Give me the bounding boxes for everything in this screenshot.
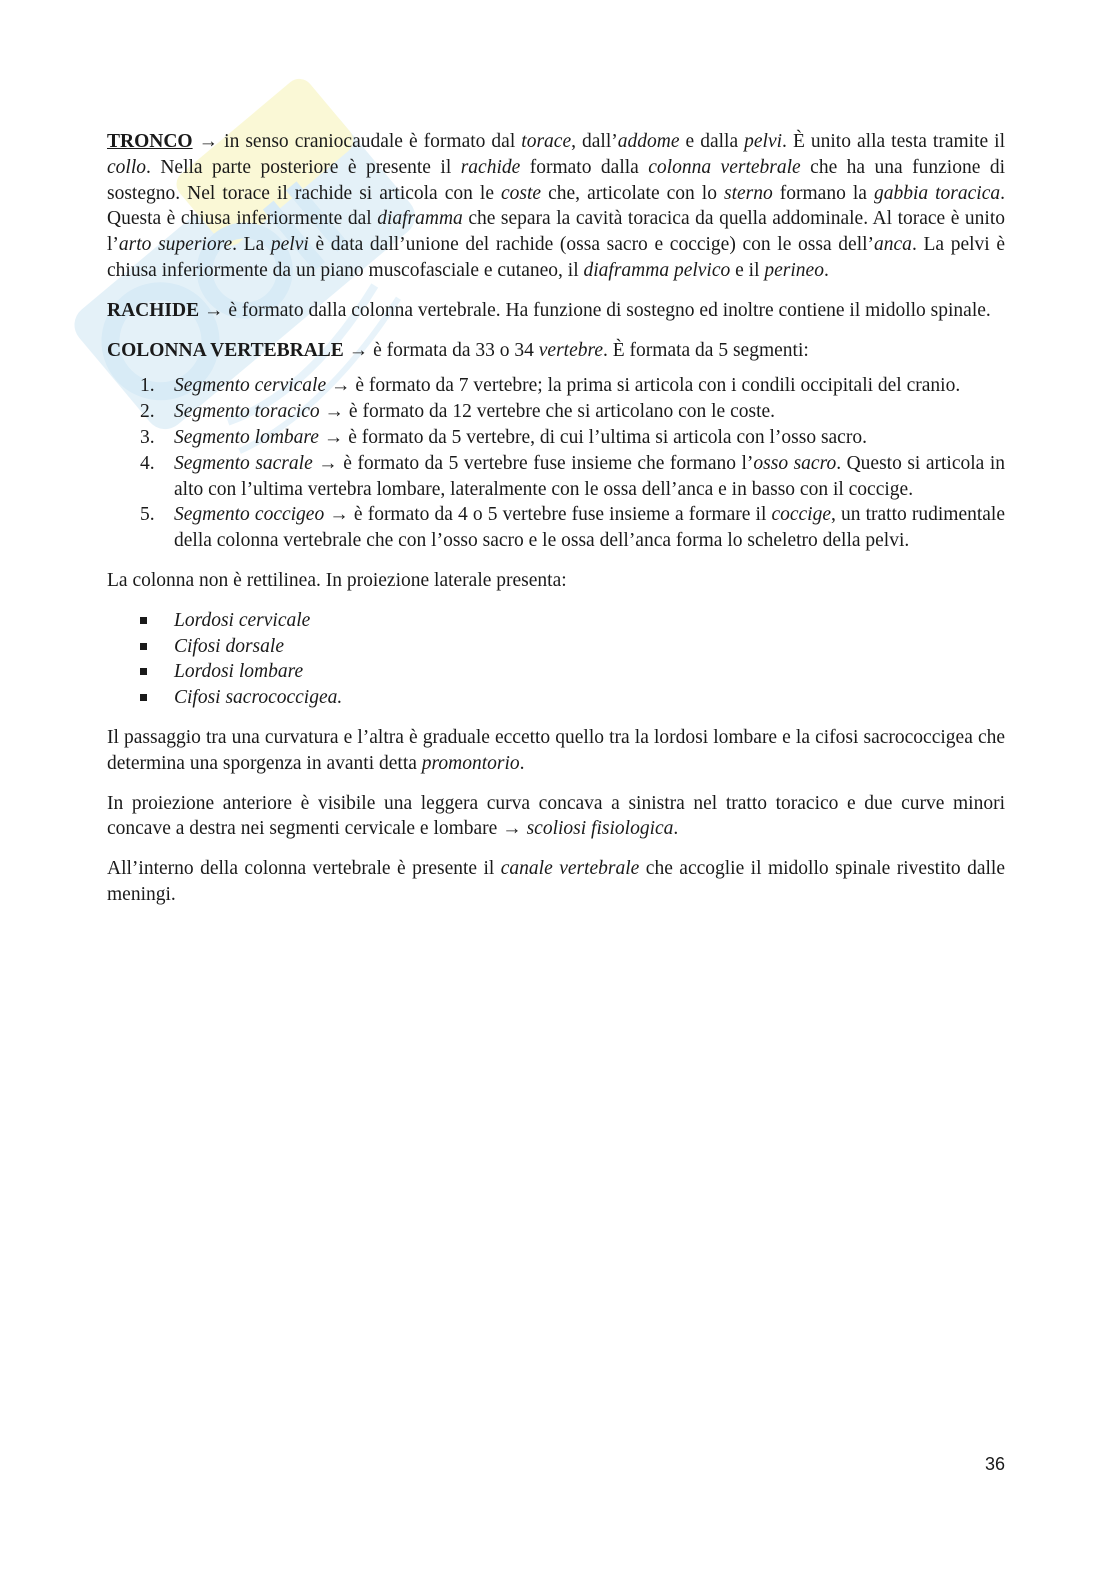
page-number: 36 bbox=[985, 1454, 1006, 1474]
arrow-icon: → bbox=[348, 339, 369, 361]
list-item: 3. Segmento lombare → è formato da 5 vertebre, di cui l’ultima si articola con l’osso sacro. bbox=[140, 426, 867, 448]
paragraph-canale: All’interno della colonna vertebrale è presente il canale vertebrale che accoglie il midollo spinale rivestito dalle meningi. bbox=[107, 858, 1006, 905]
arrow-icon: → bbox=[331, 375, 351, 397]
term-tronco: TRONCO bbox=[107, 131, 193, 152]
list-item: 1. Segmento cervicale → è formato da 7 vertebre; la prima si articola con i condili occipitali del cranio. bbox=[140, 375, 961, 397]
list-item: 4. Segmento sacrale → è formato da 5 vertebre fuse insieme che formano l’osso sacro. Questo si articola in alto con l’ultima vertebra lombare, lateralmente con le ossa dell’anca e in basso con il coccige. bbox=[140, 452, 1005, 500]
list-item: 5. Segmento coccigeo → è formato da 4 o 5 vertebre fuse insieme a formare il coccige, un tratto rudimentale della colonna vertebrale che con l’osso sacro e le ossa dell’anca forma lo scheletro della pelvi. bbox=[140, 504, 1005, 552]
bullet-icon bbox=[140, 668, 147, 675]
bullet-icon bbox=[140, 694, 147, 701]
list-item: Lordosi lombare bbox=[107, 659, 1005, 685]
arrow-icon: → bbox=[323, 426, 344, 448]
paragraph-scoliosi: In proiezione anteriore è visibile una leggera curva concava a sinistra nel tratto toracico e due curve minori concave a destra nei segmenti cervicale e lombare → scoliosi fisiologica. bbox=[107, 792, 1005, 840]
arrow-icon: → bbox=[324, 401, 345, 423]
paragraph-tronco: TRONCO → in senso craniocaudale è formato dal torace, dall’addome e dalla pelvi. È unito alla testa tramite il collo. Nella parte posteriore è presente il rachide formato dalla colonna vertebrale che ha una funzione di sostegno. Nel torace il rachide si articola con le coste che, articolate con lo sterno formano la gabbia toracica. Questa è chiusa inferiormente dal diaframma che separa la cavità toracica da quella addominale. Al torace è unito l’arto superiore. La pelvi è data dall’unione del rachide (ossa sacro e coccige) con le ossa dell’anca. La pelvi è chiusa inferiormente da un piano muscofasciale e cutaneo, il diaframma pelvico e il perineo. bbox=[107, 131, 1006, 281]
paragraph-promontorio: Il passaggio tra una curvatura e l’altra è graduale eccetto quello tra la lordosi lombare e la cifosi sacrococcigea che determina una sporgenza in avanti detta promontorio. bbox=[107, 726, 1005, 774]
arrow-icon: → bbox=[329, 504, 349, 526]
paragraph-colonna: COLONNA VERTEBRALE → è formata da 33 o 34 vertebre. È formata da 5 segmenti: bbox=[107, 339, 809, 361]
paragraph-curvature-intro: La colonna non è rettilinea. In proiezione laterale presenta: bbox=[107, 569, 567, 591]
list-item: Cifosi dorsale bbox=[107, 634, 1005, 660]
arrow-icon: → bbox=[502, 818, 522, 840]
list-item: Lordosi cervicale bbox=[107, 608, 1005, 634]
list-item: 2. Segmento toracico → è formato da 12 vertebre che si articolano con le coste. bbox=[140, 401, 776, 423]
document-body bbox=[107, 129, 1005, 922]
arrow-icon: → bbox=[203, 299, 224, 321]
bullet-icon bbox=[140, 617, 147, 624]
curves-list bbox=[107, 608, 1005, 711]
term-rachide: RACHIDE bbox=[107, 299, 200, 321]
arrow-icon: → bbox=[318, 452, 338, 474]
list-item: Cifosi sacrococcigea. bbox=[107, 685, 1005, 711]
bullet-icon bbox=[140, 643, 147, 650]
segments-list bbox=[107, 373, 1005, 554]
paragraph-rachide: RACHIDE → è formato dalla colonna vertebrale. Ha funzione di sostegno ed inoltre contiene il midollo spinale. bbox=[107, 299, 991, 321]
term-colonna-vertebrale: COLONNA VERTEBRALE bbox=[107, 339, 344, 361]
arrow-icon: → bbox=[198, 131, 219, 152]
